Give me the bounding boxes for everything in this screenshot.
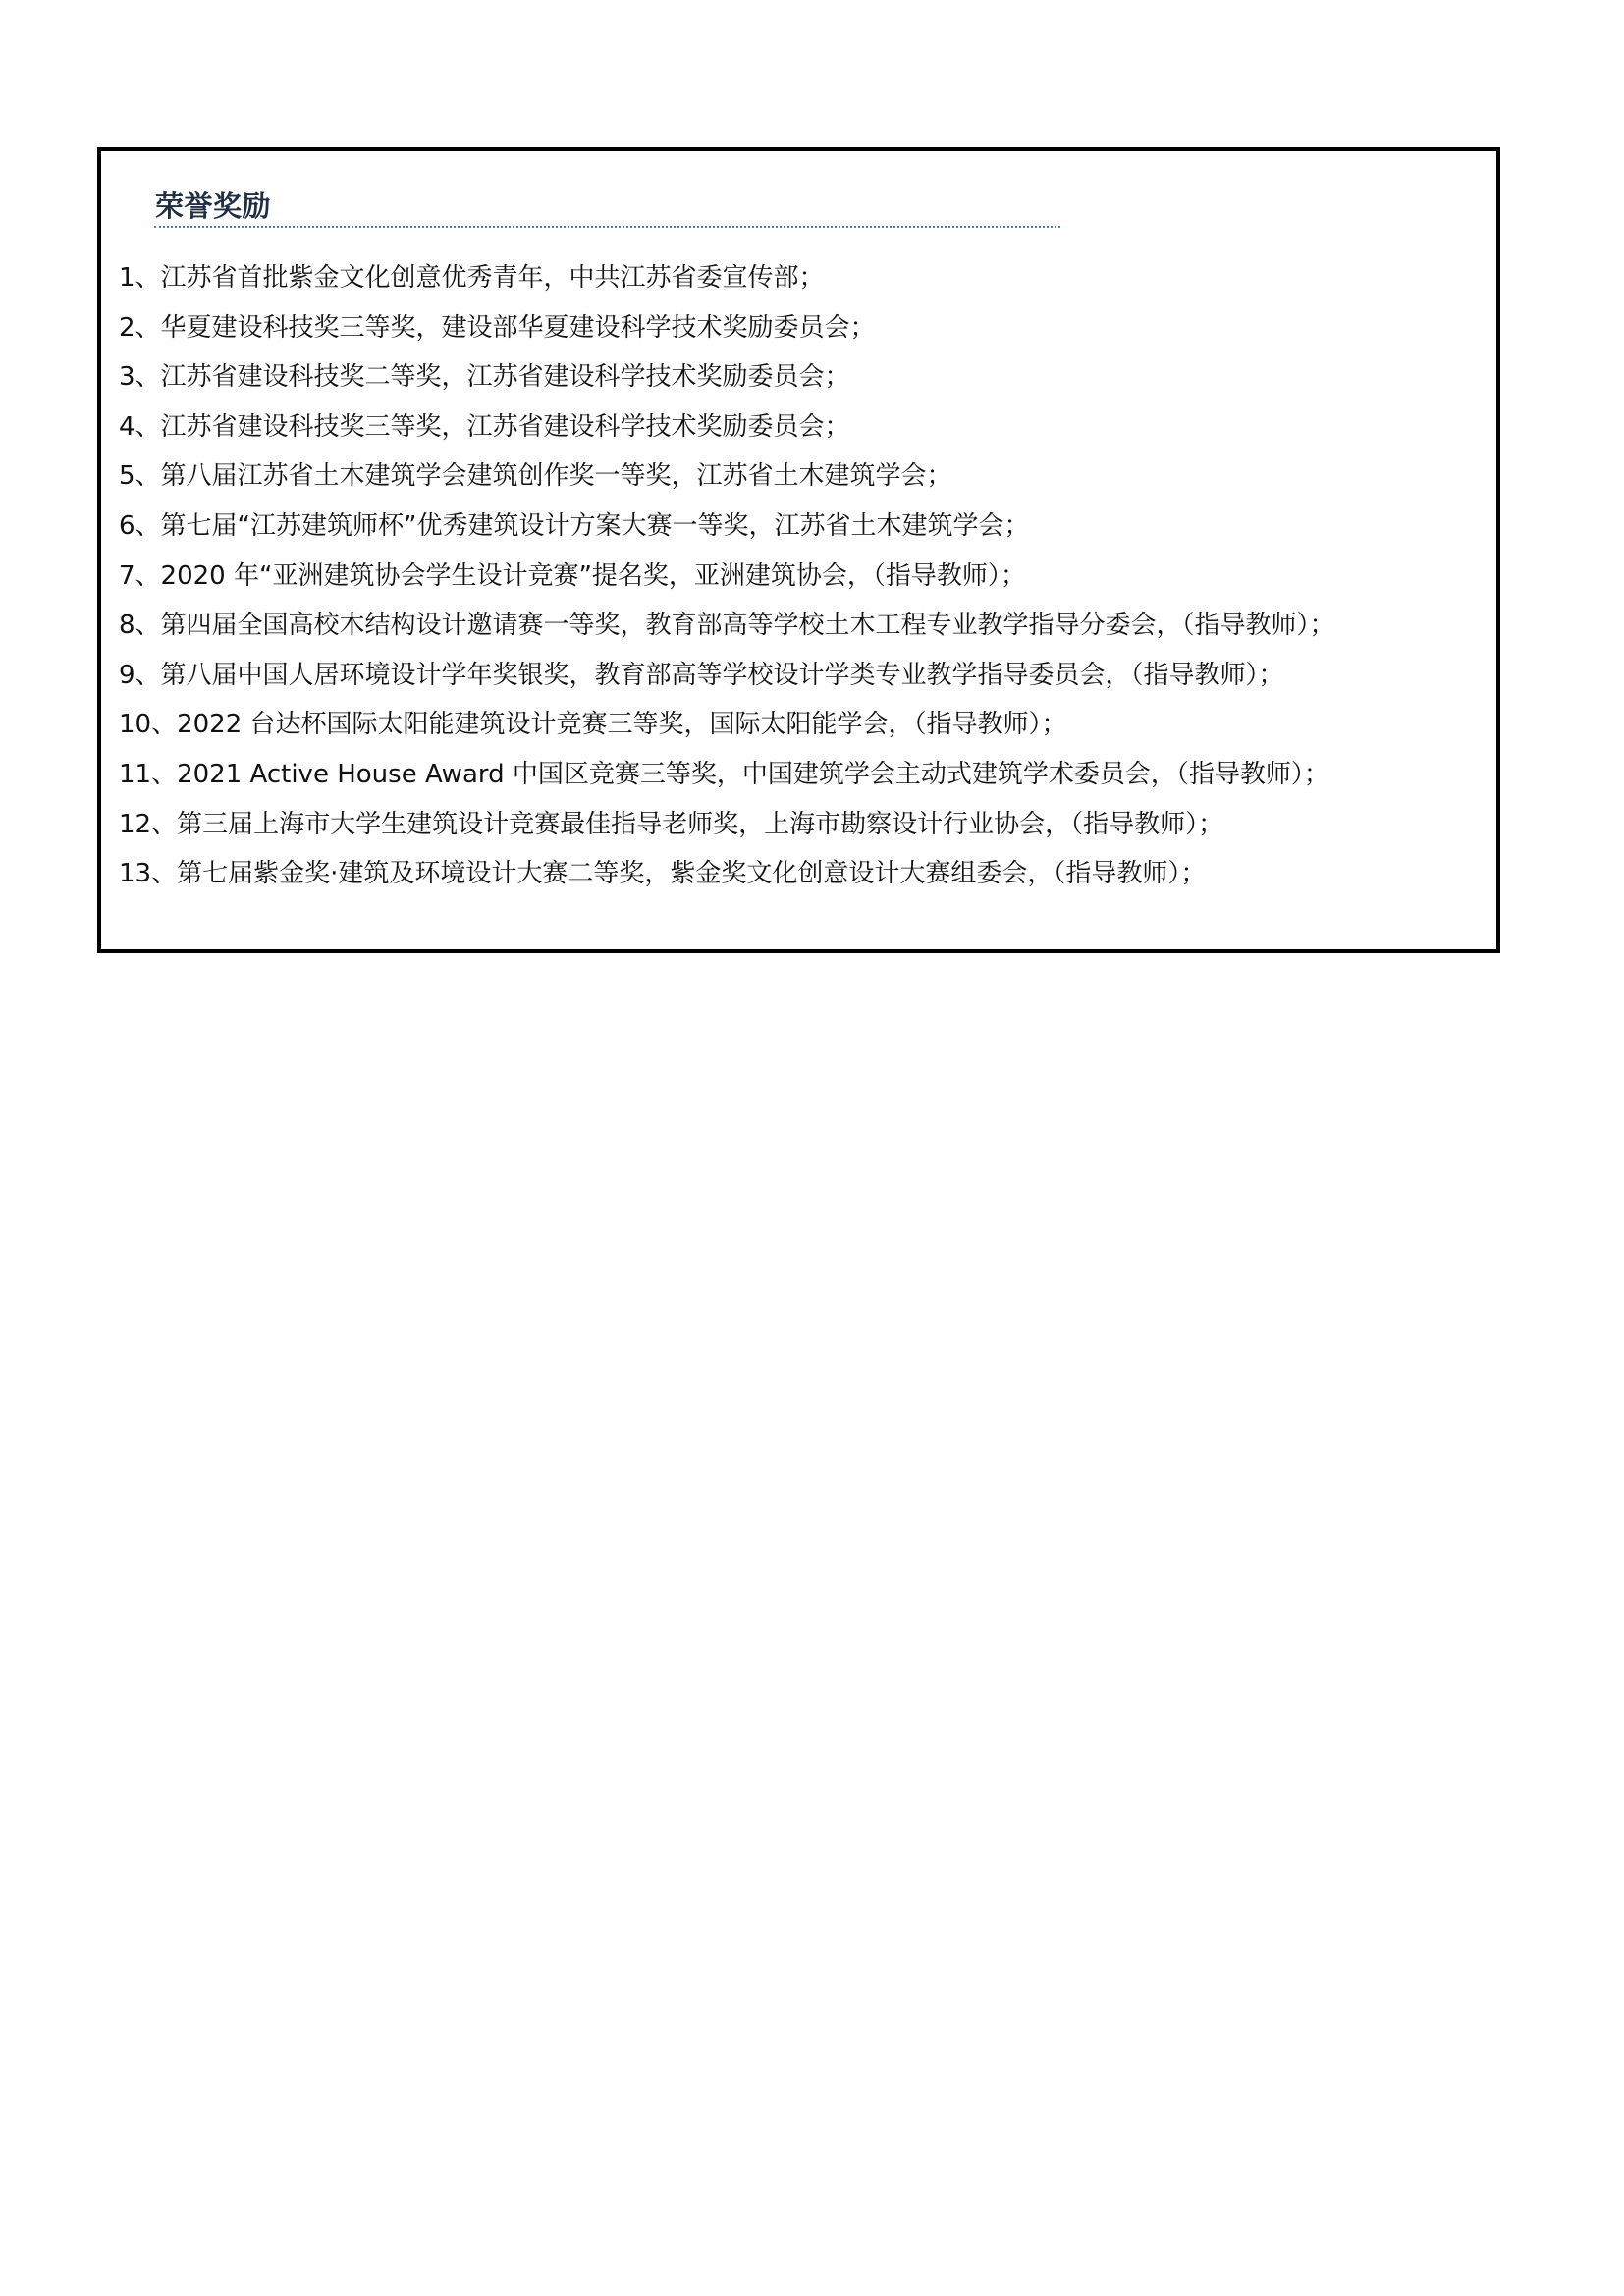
award-item: 4、江苏省建设科技奖三等奖，江苏省建设科学技术奖励委员会； (119, 411, 850, 442)
award-item: 3、江苏省建设科技奖二等奖，江苏省建设科学技术奖励委员会； (119, 362, 850, 393)
award-item: 13、第七届紫金奖·建筑及环境设计大赛二等奖，紫金奖文化创意设计大赛组委会，（指导教师）； (119, 859, 1207, 889)
award-item: 7、2020 年“亚洲建筑协会学生设计竞赛”提名奖，亚洲建筑协会，（指导教师）； (119, 561, 1026, 591)
award-item: 2、华夏建设科技奖三等奖，建设部华夏建设科学技术奖励委员会； (119, 312, 876, 343)
award-item: 11、2021 Active House Award 中国区竞赛三等奖，中国建筑学会主动式建筑学术委员会，（指导教师）； (119, 759, 1329, 789)
section-title: 荣誉奖励 (155, 189, 272, 223)
award-item: 10、2022 台达杯国际太阳能建筑设计竞赛三等奖，国际太阳能学会，（指导教师）； (119, 710, 1067, 740)
award-item: 1、江苏省首批紫金文化创意优秀青年，中共江苏省委宣传部； (119, 263, 825, 293)
award-item: 12、第三届上海市大学生建筑设计竞赛最佳指导老师奖，上海市勘察设计行业协会，（指导教师）； (119, 809, 1224, 839)
award-item: 6、第七届“江苏建筑师杯”优秀建筑设计方案大赛一等奖，江苏省土木建筑学会； (119, 510, 1030, 541)
award-item: 5、第八届江苏省土木建筑学会建筑创作奖一等奖，江苏省土木建筑学会； (119, 461, 952, 492)
award-list (119, 253, 1335, 899)
honors-panel (97, 147, 1500, 953)
award-item: 9、第八届中国人居环境设计学年奖银奖，教育部高等学校设计学类专业教学指导委员会，（指导教师）； (119, 660, 1284, 690)
title-dotted-rule (154, 226, 1060, 228)
award-item: 8、第四届全国高校木结构设计邀请赛一等奖，教育部高等学校土木工程专业教学指导分委会，（指导教师）； (119, 611, 1335, 641)
